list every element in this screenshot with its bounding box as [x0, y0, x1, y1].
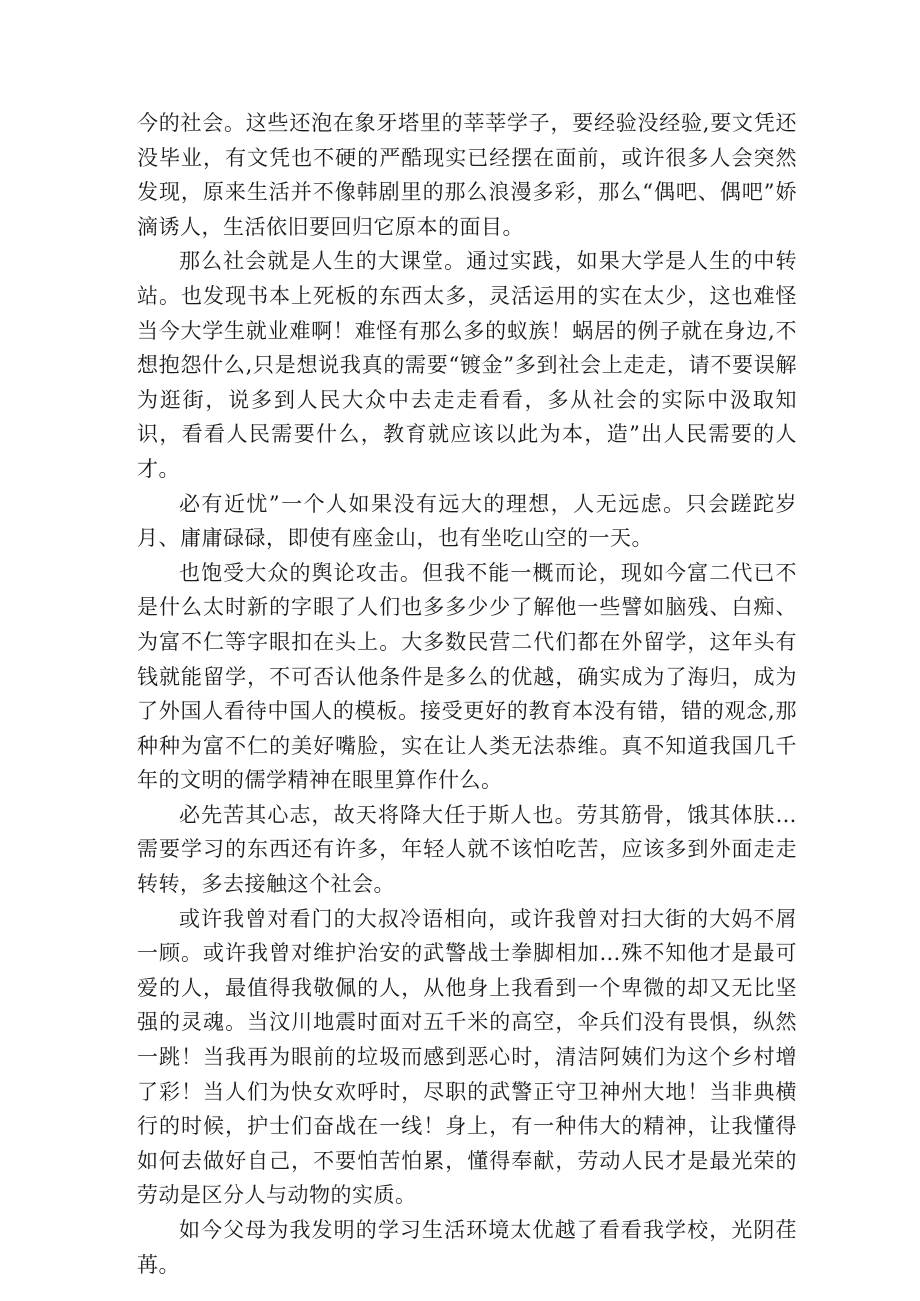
- paragraph-1: 今的社会。这些还泡在象牙塔里的莘莘学子，要经验没经验,要文凭还没毕业，有文凭也不硬的严酷现实已经摆在面前，或许很多人会突然发现，原来生活并不像韩剧里的那么浪漫多彩，那么“偶吧、偶吧”娇滴诱人，生活依旧要回归它原本的面目。: [137, 111, 797, 239]
- paragraph-5: 必先苦其心志，故天将降大任于斯人也。劳其筋骨，饿其体肤…需要学习的东西还有许多，年轻人就不该怕吃苦，应该多到外面走走转转，多去接触这个社会。: [137, 802, 797, 897]
- paragraph-7: 如今父母为我发明的学习生活环境太优越了看看我学校，光阴荏苒。: [137, 1218, 797, 1277]
- document-body: [137, 106, 797, 1282]
- paragraph-6: 或许我曾对看门的大叔冷语相向，或许我曾对扫大街的大妈不屑一顾。或许我曾对维护治安的武警战士拳脚相加…殊不知他才是最可爱的人，最值得我敬佩的人，从他身上我看到一个卑微的却又无比坚强的灵魂。当汶川地震时面对五千米的高空，伞兵们没有畏惧，纵然一跳！当我再为眼前的垃圾而感到恶心时，清洁阿姨们为这个乡村增了彩！当人们为快女欢呼时，尽职的武警正守卫神州大地！当非典横行的时候，护士们奋战在一线！身上，有一种伟大的精神，让我懂得如何去做好自己，不要怕苦怕累，懂得奉献，劳动人民才是最光荣的劳动是区分人与动物的实质。: [137, 906, 797, 1208]
- paragraph-4: 也饱受大众的舆论攻击。但我不能一概而论，现如今富二代已不是什么太时新的字眼了人们也多多少少了解他一些譬如脑残、白痴、为富不仁等字眼扣在头上。大多数民营二代们都在外留学，这年头有钱就能留学，不可否认他条件是多么的优越，确实成为了海归，成为了外国人看待中国人的模板。接受更好的教育本没有错，错的观念,那种种为富不仁的美好嘴脸，实在让人类无法恭维。真不知道我国几千年的文明的儒学精神在眼里算作什么。: [137, 560, 797, 793]
- paragraph-2: 那么社会就是人生的大课堂。通过实践，如果大学是人生的中转站。也发现书本上死板的东西太多，灵活运用的实在太少，这也难怪当今大学生就业难啊！难怪有那么多的蚁族！蜗居的例子就在身边,不想抱怨什么,只是想说我真的需要“镀金”多到社会上走走，请不要误解为逛街，说多到人民大众中去走走看看，多从社会的实际中汲取知识，看看人民需要什么，教育就应该以此为本，造”出人民需要的人才。: [137, 249, 797, 481]
- paragraph-3: 必有近忧”一个人如果没有远大的理想，人无远虑。只会蹉跎岁月、庸庸碌碌，即使有座金山，也有坐吃山空的一天。: [137, 491, 797, 551]
